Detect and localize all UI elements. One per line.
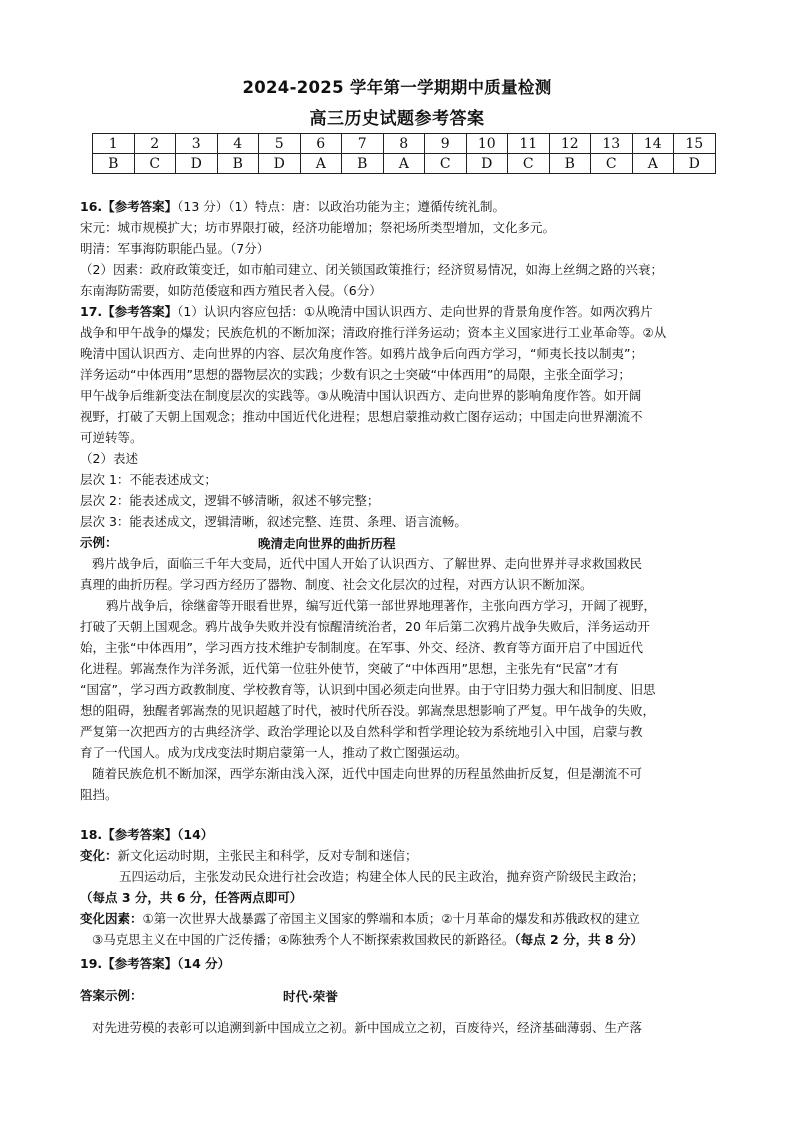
answer-cell: B — [549, 154, 591, 174]
q17-line: 战争和甲午战争的爆发；民族危机的不断加深；清政府推行洋务运动；资本主义国家进行工业革命等。②从 — [80, 325, 667, 340]
answer-cell: C — [425, 154, 467, 174]
q16-text: （13 分）（1）特点：唐：以政治功能为主；遵循传统礼制。 — [177, 199, 505, 214]
q19-paragraph-line: 对先进劳模的表彰可以追溯到新中国成立之初。新中国成立之初，百废待兴，经济基础薄弱、生产落 — [92, 1020, 643, 1035]
question-number: 15 — [674, 134, 716, 154]
answer-cell: B — [93, 154, 135, 174]
q18-line — [80, 910, 720, 928]
q17-line: 甲午战争后维新变法在制度层次的实践等。③从晚清中国认识西方、走向世界的影响角度作答。如开阔 — [80, 388, 642, 403]
q17-line — [80, 303, 720, 321]
q16-line: 明清：军事海防职能凸显。（7分） — [80, 241, 270, 256]
q17-line: （2）表述 — [80, 451, 138, 466]
question-number: 9 — [425, 134, 467, 154]
answer-table — [92, 133, 716, 174]
q18-factors-label: 变化因素： — [80, 911, 143, 926]
q17-paragraph-line: 始，主张“中体西用”，学习西方技术维护专制制度。在军事、外交、经济、教育等方面开启了中国近代 — [80, 640, 643, 655]
question-number: 8 — [383, 134, 425, 154]
q16-line — [80, 198, 720, 216]
q18-line: 五四运动后，主张发动民众进行社会改造；构建全体人民的民主政治，抛弃资产阶级民主政治； — [119, 869, 645, 884]
answer-cell: B — [342, 154, 384, 174]
question-number: 7 — [342, 134, 384, 154]
question-number: 14 — [632, 134, 674, 154]
q19-example-label: 答案示例： — [80, 988, 143, 1003]
q17-heading: 17.【参考答案】 — [80, 304, 178, 319]
q17-paragraph-line: 鸦片战争后，面临三千年大变局，近代中国人开始了认识西方、了解世界、走向世界并寻求救国救民 — [92, 556, 643, 571]
q17-paragraph-line: 阻挡。 — [80, 787, 118, 802]
q18-text: 新文化运动时期，主张民主和科学，反对专制和迷信； — [117, 848, 418, 863]
q18-text: ①第一次世界大战暴露了帝国主义国家的弊端和本质；②十月革命的爆发和苏俄政权的建立 — [142, 911, 640, 926]
question-number: 1 — [93, 134, 135, 154]
q17-paragraph-line: 打破了天朝上国观念。鸦片战争失败并没有惊醒清统治者，20 年后第二次鸦片战争失败后，洋务运动开 — [80, 619, 650, 634]
question-number: 5 — [259, 134, 301, 154]
q17-paragraph-line: 真理的曲折历程。学习西方经历了器物、制度、社会文化层次的过程，对西方认识不断加深。 — [80, 577, 593, 592]
q17-line: 视野，打破了天朝上国观念；推动中国近代化进程；思想启蒙推动救亡图存运动；中国走向世界潮流不 — [80, 409, 643, 424]
answer-cell: D — [176, 154, 218, 174]
answer-key-title: 高三历史试题参考答案 — [309, 109, 485, 129]
answer-cell: B — [217, 154, 259, 174]
answer-cell: C — [591, 154, 633, 174]
q17-line: 晚清中国认识西方、走向世界的内容、层次角度作答。如鸦片战争后向西方学习，“师夷长技以制夷”； — [80, 346, 643, 361]
q17-level: 层次 3：能表述成文，逻辑清晰，叙述完整、连贯、条理、语言流畅。 — [80, 514, 467, 529]
q17-paragraph-line: 随着民族危机不断加深，西学东渐由浅入深，近代中国走向世界的历程虽然曲折反复，但是潮流不可 — [92, 766, 643, 781]
q18-heading: 18.【参考答案】（14） — [80, 827, 214, 842]
q18-score-note: （每点 2 分，共 8 分） — [514, 932, 643, 947]
question-number: 10 — [466, 134, 508, 154]
answer-cell: C — [134, 154, 176, 174]
question-number: 13 — [591, 134, 633, 154]
q16-heading: 16.【参考答案】 — [80, 199, 178, 214]
q18-line — [92, 931, 732, 949]
q19-heading: 19.【参考答案】（14 分） — [80, 956, 231, 971]
answer-cell: C — [508, 154, 550, 174]
q17-line: 可逆转等。 — [80, 430, 143, 445]
question-number: 11 — [508, 134, 550, 154]
q17-example-title: 晚清走向世界的曲折历程 — [258, 536, 396, 551]
q17-level: 层次 2：能表述成文，逻辑不够清晰，叙述不够完整； — [80, 493, 380, 508]
question-number: 3 — [176, 134, 218, 154]
q17-level: 层次 1：不能表述成文； — [80, 472, 217, 487]
q16-line: 东南海防需要，如防范倭寇和西方殖民者入侵。（6分） — [80, 283, 382, 298]
answer-cell: D — [466, 154, 508, 174]
q16-line: （2）因素：政府政策变迁，如市舶司建立、闭关锁国政策推行；经济贸易情况，如海上丝绸之路的兴衰； — [80, 262, 663, 277]
q17-paragraph-line: 想的阻碍，独醒者郭嵩焘的见识超越了时代，被时代所吞没。郭嵩焘思想影响了严复。甲午战争的失败， — [80, 703, 656, 718]
q17-paragraph-line: 鸦片战争后，徐继畲等开眼看世界，编写近代第一部世界地理著作，主张向西方学习，开阔了视野， — [106, 598, 657, 613]
question-number: 12 — [549, 134, 591, 154]
q18-line — [80, 847, 720, 865]
q19-example-title: 时代·荣誉 — [283, 989, 338, 1004]
question-number-row — [93, 134, 716, 154]
q18-score-note: （每点 3 分，共 6 分，任答两点即可） — [80, 890, 303, 905]
answer-cell: A — [383, 154, 425, 174]
q16-line: 宋元：城市规模扩大；坊市界限打破，经济功能增加；祭祀场所类型增加，文化多元。 — [80, 220, 556, 235]
q17-line: 洋务运动“中体西用”思想的器物层次的实践；少数有识之士突破“中体西用”的局限，主张全面学习； — [80, 367, 631, 382]
q17-paragraph-line: 化进程。郭嵩焘作为洋务派，近代第一位驻外使节，突破了“中体西用”思想，主张先有“民富”才有 — [80, 661, 619, 676]
q17-example-label: 示例： — [80, 535, 118, 550]
q17-paragraph-line: “国富”，学习西方政教制度、学校教育等，认识到中国必须走向世界。由于守旧势力强大和旧制度、旧思 — [80, 682, 656, 697]
exam-title: 2024-2025 学年第一学期期中质量检测 — [242, 78, 552, 97]
q18-text: ③马克思主义在中国的广泛传播；④陈独秀个人不断探索救国救民的新路径。 — [92, 932, 515, 947]
question-number: 2 — [134, 134, 176, 154]
q18-change-label: 变化： — [80, 848, 118, 863]
answer-cell: D — [674, 154, 716, 174]
q17-text: （1）认识内容应包括：①从晚清中国认识西方、走向世界的背景角度作答。如两次鸦片 — [177, 304, 653, 319]
answer-cell: A — [300, 154, 342, 174]
answer-cell: D — [259, 154, 301, 174]
answer-cell: A — [632, 154, 674, 174]
question-number: 6 — [300, 134, 342, 154]
q17-paragraph-line: 育了一代国人。成为戊戌变法时期启蒙第一人，推动了救亡图强运动。 — [80, 745, 468, 760]
q17-paragraph-line: 严复第一次把西方的古典经济学、政治学理论以及自然科学和哲学理论较为系统地引入中国，启蒙与教 — [80, 724, 643, 739]
answer-row — [93, 154, 716, 174]
question-number: 4 — [217, 134, 259, 154]
